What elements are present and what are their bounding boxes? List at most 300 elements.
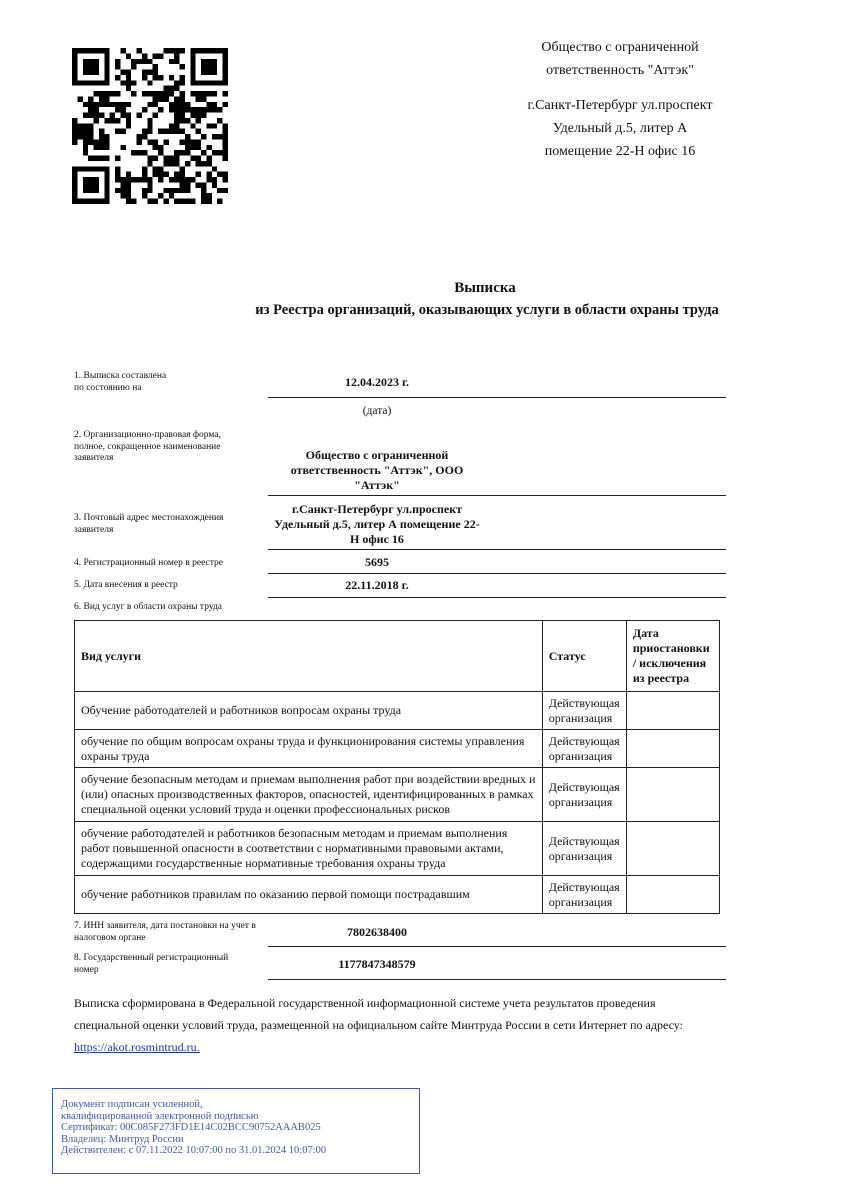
- qr-module: [223, 150, 228, 155]
- qr-module: [217, 199, 222, 204]
- qr-module: [94, 59, 99, 64]
- qr-module: [190, 75, 195, 80]
- qr-module: [94, 70, 99, 75]
- qr-module: [169, 177, 174, 182]
- qr-module: [180, 177, 185, 182]
- qr-module: [212, 91, 217, 96]
- qr-module: [88, 48, 93, 53]
- qr-module: [158, 172, 163, 177]
- label-line: полное, сокращенное наименование: [74, 441, 221, 452]
- qr-module: [88, 102, 93, 107]
- qr-module: [153, 156, 158, 161]
- qr-module: [163, 48, 168, 53]
- qr-module: [99, 96, 104, 101]
- qr-module: [115, 91, 120, 96]
- qr-module: [153, 53, 158, 58]
- qr-module: [163, 188, 168, 193]
- qr-module: [142, 134, 147, 139]
- document-title: Выписка: [454, 280, 516, 296]
- registry-date-value: 22.11.2018 г.: [345, 578, 409, 592]
- label-line: номер: [74, 964, 99, 975]
- qr-module: [180, 91, 185, 96]
- qr-module: [115, 64, 120, 69]
- qr-module: [147, 102, 152, 107]
- qr-module: [142, 75, 147, 80]
- label-line: налоговом органе: [74, 932, 146, 943]
- qr-module: [196, 96, 201, 101]
- qr-module: [99, 102, 104, 107]
- qr-module: [115, 129, 120, 134]
- qr-module: [212, 64, 217, 69]
- qr-module: [206, 161, 211, 166]
- qr-module: [94, 139, 99, 144]
- qr-module: [88, 134, 93, 139]
- qr-module: [174, 59, 179, 64]
- qr-module: [223, 145, 228, 150]
- qr-module: [201, 48, 206, 53]
- qr-module: [217, 172, 222, 177]
- qr-module: [99, 145, 104, 150]
- qr-module: [77, 199, 82, 204]
- qr-module: [169, 75, 174, 80]
- qr-module: [142, 91, 147, 96]
- qr-module: [83, 64, 88, 69]
- qr-module: [212, 48, 217, 53]
- qr-module: [206, 91, 211, 96]
- qr-module: [185, 118, 190, 123]
- qr-module: [147, 161, 152, 166]
- qr-module: [77, 134, 82, 139]
- qr-module: [99, 199, 104, 204]
- stamp-line: квалифицированной электронной подписью: [61, 1110, 259, 1122]
- qr-module: [88, 182, 93, 187]
- qr-module: [185, 102, 190, 107]
- stamp-line: Действителен: с 07.11.2022 10:07:00 по 31.01.2024 10:07:00: [61, 1145, 327, 1156]
- qr-module: [104, 118, 109, 123]
- qr-module: [174, 113, 179, 118]
- qr-module: [104, 156, 109, 161]
- qr-module: [153, 139, 158, 144]
- qr-module: [147, 139, 152, 144]
- qr-module: [201, 96, 206, 101]
- qr-module: [126, 188, 131, 193]
- qr-module: [158, 177, 163, 182]
- qr-module: [147, 182, 152, 187]
- qr-module: [190, 91, 195, 96]
- qr-module: [104, 91, 109, 96]
- qr-module: [120, 177, 125, 182]
- qr-module: [83, 188, 88, 193]
- qr-module: [206, 70, 211, 75]
- date-cell: [626, 768, 719, 822]
- qr-module: [174, 53, 179, 58]
- qr-module: [163, 91, 168, 96]
- qr-module: [212, 59, 217, 64]
- ogrn-value: 1177847348579: [338, 957, 416, 971]
- field-7-label: [74, 921, 256, 944]
- qr-module: [99, 134, 104, 139]
- divider: [268, 979, 726, 980]
- qr-module: [185, 177, 190, 182]
- qr-module: [147, 129, 152, 134]
- qr-module: [104, 145, 109, 150]
- qr-module: [99, 113, 104, 118]
- qr-module: [180, 107, 185, 112]
- qr-module: [120, 102, 125, 107]
- qr-module: [153, 166, 158, 171]
- qr-module: [201, 199, 206, 204]
- qr-module: [142, 150, 147, 155]
- qr-module: [169, 129, 174, 134]
- qr-module: [72, 53, 77, 58]
- qr-module: [174, 107, 179, 112]
- qr-module: [169, 156, 174, 161]
- qr-module: [217, 188, 222, 193]
- qr-module: [190, 48, 195, 53]
- value-line: Общество с ограниченной: [305, 448, 449, 462]
- qr-module: [142, 53, 147, 58]
- qr-module: [169, 161, 174, 166]
- qr-module: [147, 80, 152, 85]
- qr-module: [153, 102, 158, 107]
- qr-module: [83, 182, 88, 187]
- qr-module: [174, 123, 179, 128]
- qr-module: [180, 64, 185, 69]
- qr-module: [142, 188, 147, 193]
- qr-module: [201, 80, 206, 85]
- qr-module: [201, 182, 206, 187]
- qr-module: [223, 70, 228, 75]
- qr-module: [223, 48, 228, 53]
- qr-module: [223, 123, 228, 128]
- qr-module: [115, 188, 120, 193]
- status-cell: Действующая организация: [542, 822, 626, 876]
- qr-module: [88, 64, 93, 69]
- table-row: [75, 730, 720, 768]
- addressee-address: [500, 94, 740, 163]
- qr-module: [174, 172, 179, 177]
- qr-module: [104, 177, 109, 182]
- qr-module: [180, 188, 185, 193]
- value-line: Удельный д.5, литер А помещение 22-: [274, 517, 480, 531]
- qr-module: [104, 139, 109, 144]
- qr-module: [83, 123, 88, 128]
- qr-module: [212, 182, 217, 187]
- addressee-org-line: Общество с ограниченной: [541, 40, 699, 55]
- qr-module: [88, 166, 93, 171]
- service-cell: Обучение работодателей и работников вопросам охраны труда: [75, 692, 543, 730]
- qr-module: [115, 166, 120, 171]
- qr-module: [88, 123, 93, 128]
- addressee-address-line: г.Санкт-Петербург ул.проспект: [527, 98, 713, 113]
- qr-module: [83, 134, 88, 139]
- label-line: заявителя: [74, 453, 114, 463]
- qr-module: [94, 188, 99, 193]
- addressee-address-line: Удельный д.5, литер А: [552, 121, 688, 136]
- qr-module: [158, 145, 163, 150]
- qr-module: [201, 70, 206, 75]
- stamp-line: Документ подписан усиленной,: [61, 1099, 203, 1110]
- qr-module: [137, 177, 142, 182]
- qr-module: [104, 96, 109, 101]
- qr-module: [72, 75, 77, 80]
- divider: [268, 573, 726, 574]
- qr-module: [137, 134, 142, 139]
- qr-module: [88, 156, 93, 161]
- qr-module: [126, 118, 131, 123]
- qr-module: [223, 80, 228, 85]
- qr-module: [190, 113, 195, 118]
- qr-module: [212, 107, 217, 112]
- footer-line: специальной оценки условий труда, размещенной на официальном сайте Минтруда России в сети Интернет по адресу:: [74, 1018, 683, 1032]
- qr-module: [99, 48, 104, 53]
- qr-module: [158, 53, 163, 58]
- qr-module: [147, 199, 152, 204]
- label-line: 1. Выписка составлена: [74, 371, 167, 381]
- qr-module: [153, 96, 158, 101]
- qr-module: [120, 182, 125, 187]
- qr-module: [110, 91, 115, 96]
- date-cell: [626, 822, 719, 876]
- qr-module: [104, 48, 109, 53]
- qr-module: [83, 113, 88, 118]
- qr-module: [88, 188, 93, 193]
- qr-module: [206, 172, 211, 177]
- qr-module: [201, 150, 206, 155]
- services-table: [74, 620, 720, 914]
- qr-module: [158, 107, 163, 112]
- qr-module: [158, 96, 163, 101]
- value-line: Н офис 16: [350, 532, 404, 546]
- qr-module: [185, 150, 190, 155]
- divider: [268, 597, 726, 598]
- qr-module: [88, 107, 93, 112]
- qr-module: [147, 123, 152, 128]
- qr-module: [212, 102, 217, 107]
- qr-module: [83, 102, 88, 107]
- qr-module: [185, 161, 190, 166]
- qr-module: [120, 107, 125, 112]
- qr-module: [206, 48, 211, 53]
- field-4-label: 4. Регистрационный номер в реестре: [74, 558, 223, 568]
- qr-module: [115, 172, 120, 177]
- qr-module: [180, 172, 185, 177]
- qr-module: [190, 156, 195, 161]
- addressee-org: [500, 36, 740, 82]
- qr-module: [147, 177, 152, 182]
- qr-module: [158, 150, 163, 155]
- qr-module: [180, 113, 185, 118]
- qr-module: [174, 86, 179, 91]
- qr-module: [185, 139, 190, 144]
- qr-module: [137, 139, 142, 144]
- qr-module: [94, 91, 99, 96]
- qr-module: [72, 64, 77, 69]
- qr-module: [94, 113, 99, 118]
- qr-module: [180, 166, 185, 171]
- qr-module: [201, 91, 206, 96]
- qr-module: [169, 91, 174, 96]
- qr-module: [196, 182, 201, 187]
- qr-module: [212, 80, 217, 85]
- qr-module: [196, 80, 201, 85]
- qr-module: [206, 177, 211, 182]
- qr-module: [142, 172, 147, 177]
- inn-value: 7802638400: [347, 925, 407, 939]
- qr-module: [137, 48, 142, 53]
- qr-module: [88, 113, 93, 118]
- qr-module: [206, 107, 211, 112]
- qr-module: [99, 166, 104, 171]
- qr-module: [206, 80, 211, 85]
- qr-module: [83, 139, 88, 144]
- qr-module: [201, 59, 206, 64]
- qr-module: [77, 96, 82, 101]
- qr-module: [77, 166, 82, 171]
- date-cell: [626, 730, 719, 768]
- qr-module: [94, 166, 99, 171]
- qr-module: [174, 161, 179, 166]
- qr-module: [174, 80, 179, 85]
- qr-module: [158, 75, 163, 80]
- qr-module: [196, 145, 201, 150]
- qr-module: [131, 64, 136, 69]
- qr-module: [158, 129, 163, 134]
- qr-module: [180, 182, 185, 187]
- table-row: [75, 876, 720, 914]
- qr-module: [223, 156, 228, 161]
- qr-module: [223, 53, 228, 58]
- qr-module: [190, 145, 195, 150]
- qr-module: [212, 150, 217, 155]
- qr-module: [163, 156, 168, 161]
- qr-module: [212, 134, 217, 139]
- table-header-row: [75, 621, 720, 692]
- label-line: 8. Государственный регистрационный: [74, 953, 229, 963]
- qr-module: [223, 134, 228, 139]
- qr-module: [83, 129, 88, 134]
- qr-module: [190, 107, 195, 112]
- qr-module: [126, 172, 131, 177]
- stamp-line: Сертификат: 00C085F273FD1E14C02BCC90752AAAB025: [61, 1122, 321, 1133]
- qr-module: [104, 64, 109, 69]
- qr-module: [223, 59, 228, 64]
- qr-module: [120, 145, 125, 150]
- qr-module: [201, 188, 206, 193]
- table-row: [75, 692, 720, 730]
- qr-module: [185, 134, 190, 139]
- qr-module: [217, 134, 222, 139]
- field-1-label: [74, 371, 166, 394]
- qr-module: [131, 177, 136, 182]
- qr-module: [223, 129, 228, 134]
- qr-module: [115, 59, 120, 64]
- qr-module: [174, 188, 179, 193]
- qr-module: [142, 193, 147, 198]
- qr-module: [185, 107, 190, 112]
- registry-link[interactable]: https://akot.rosmintrud.ru.: [74, 1040, 200, 1054]
- qr-module: [94, 182, 99, 187]
- qr-module: [201, 134, 206, 139]
- qr-module: [212, 177, 217, 182]
- qr-module: [142, 177, 147, 182]
- qr-module: [223, 139, 228, 144]
- qr-module: [94, 156, 99, 161]
- stamp-line: Владелец: Минтруд России: [61, 1133, 184, 1145]
- qr-module: [147, 118, 152, 123]
- qr-module: [196, 48, 201, 53]
- postal-address-value: [268, 502, 486, 547]
- qr-module: [206, 64, 211, 69]
- qr-module: [83, 177, 88, 182]
- status-cell: Действующая организация: [542, 692, 626, 730]
- qr-module: [126, 86, 131, 91]
- qr-module: [126, 113, 131, 118]
- value-line: г.Санкт-Петербург ул.проспект: [291, 502, 463, 516]
- qr-module: [190, 80, 195, 85]
- qr-module: [196, 113, 201, 118]
- qr-module: [72, 188, 77, 193]
- qr-module: [83, 48, 88, 53]
- qr-module: [196, 139, 201, 144]
- qr-module: [77, 123, 82, 128]
- qr-module: [77, 48, 82, 53]
- qr-module: [163, 96, 168, 101]
- label-line: 3. Почтовый адрес местонахождения: [74, 513, 224, 523]
- qr-module: [72, 172, 77, 177]
- qr-module: [72, 48, 77, 53]
- document-subtitle: из Реестра организаций, оказывающих услуги в области охраны труда: [255, 302, 719, 318]
- qr-module: [223, 91, 228, 96]
- qr-module: [142, 70, 147, 75]
- qr-module: [126, 75, 131, 80]
- qr-module: [180, 96, 185, 101]
- qr-module: [217, 150, 222, 155]
- org-name-value: [268, 448, 486, 493]
- qr-module: [180, 80, 185, 85]
- qr-module: [223, 172, 228, 177]
- qr-module: [217, 48, 222, 53]
- qr-module: [180, 102, 185, 107]
- qr-module: [174, 48, 179, 53]
- service-cell: обучение по общим вопросам охраны труда и функционирования системы управления охраны труда: [75, 730, 543, 768]
- qr-module: [212, 166, 217, 171]
- qr-module: [88, 96, 93, 101]
- qr-module: [83, 80, 88, 85]
- footer-note: [74, 992, 724, 1058]
- qr-module: [83, 59, 88, 64]
- qr-module: [169, 102, 174, 107]
- qr-module: [126, 80, 131, 85]
- qr-module: [169, 107, 174, 112]
- qr-module: [72, 177, 77, 182]
- qr-module: [196, 91, 201, 96]
- qr-module: [190, 64, 195, 69]
- qr-module: [185, 188, 190, 193]
- date-cell: [626, 876, 719, 914]
- qr-module: [94, 145, 99, 150]
- service-cell: обучение безопасным методам и приемам выполнения работ при воздействии вредных и (или) опасных производственных факторов, опасностей, идентифицированных в рамках специальной оценки условий труда и оценки профессиональных рисков: [75, 768, 543, 822]
- qr-module: [99, 91, 104, 96]
- qr-module: [196, 172, 201, 177]
- qr-module: [104, 59, 109, 64]
- report-date-value: 12.04.2023 г.: [344, 375, 410, 389]
- qr-module: [83, 145, 88, 150]
- qr-module: [223, 75, 228, 80]
- qr-module: [120, 129, 125, 134]
- label-line: 2. Организационно-правовая форма,: [74, 430, 221, 440]
- field-5-label: 5. Дата внесения в реестр: [74, 580, 178, 590]
